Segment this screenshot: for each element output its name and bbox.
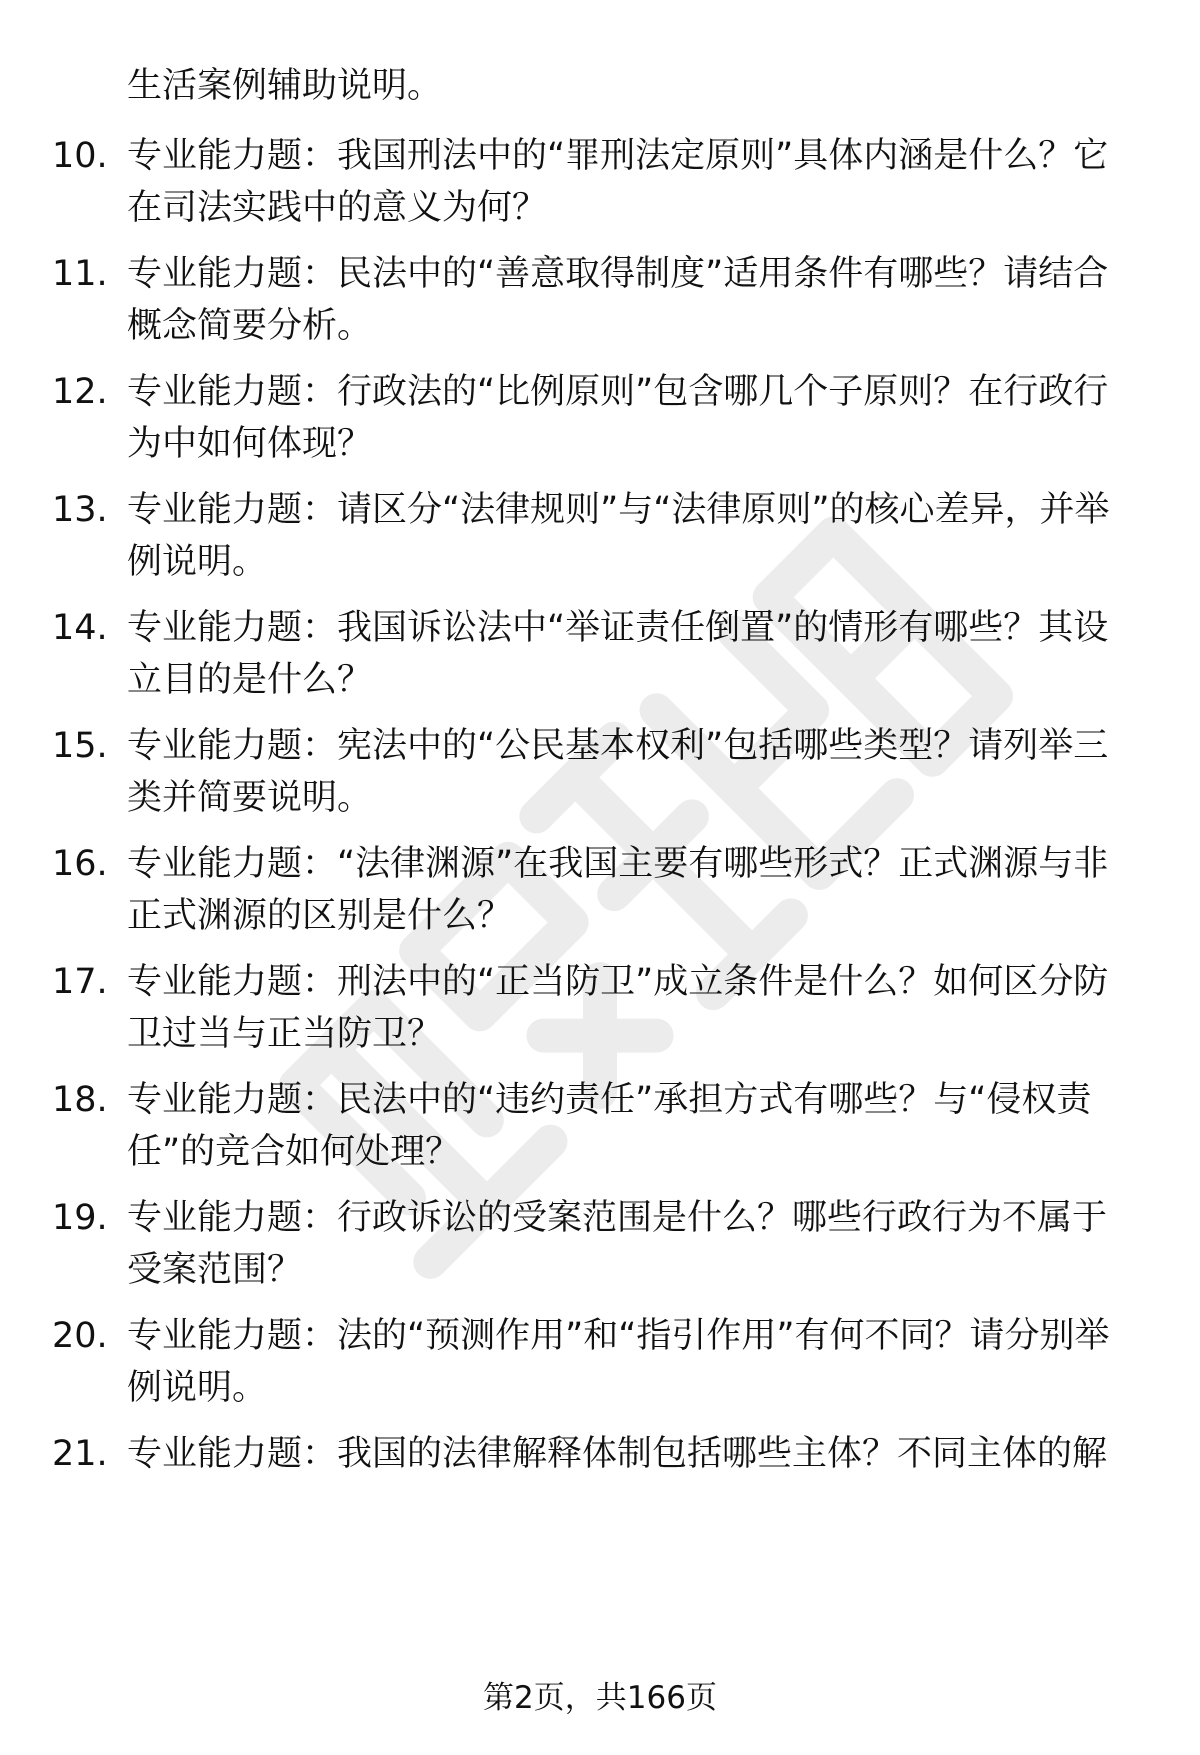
list-item [0, 484, 1200, 594]
question-text: 专业能力题：民法中的“善意取得制度”适用条件有哪些？请结合概念简要分析。 [127, 254, 1109, 346]
list-item [0, 366, 1200, 476]
question-text: 专业能力题：法的“预测作用”和“指引作用”有何不同？请分别举例说明。 [127, 1316, 1110, 1408]
question-text: 专业能力题：刑法中的“正当防卫”成立条件是什么？如何区分防卫过当与正当防卫？ [127, 962, 1109, 1054]
list-item [0, 956, 1200, 1066]
question-number: 12. [52, 372, 108, 412]
question-number: 15. [52, 726, 108, 766]
question-number: 17. [52, 962, 108, 1002]
list-item [0, 602, 1200, 712]
list-item [0, 1428, 1200, 1488]
question-number: 19. [52, 1198, 108, 1238]
question-number: 13. [52, 490, 108, 530]
question-text: 专业能力题：请区分“法律规则”与“法律原则”的核心差异，并举例说明。 [127, 490, 1110, 582]
question-number: 11. [52, 254, 108, 294]
question-number: 10. [52, 136, 108, 176]
continuation-text: 生活案例辅助说明。 [127, 66, 443, 106]
question-text: 专业能力题：民法中的“违约责任”承担方式有哪些？与“侵权责任”的竞合如何处理？ [127, 1080, 1092, 1172]
page-footer: 第2页，共166页 [483, 1680, 717, 1716]
question-number: 18. [52, 1080, 108, 1120]
question-number: 14. [52, 608, 108, 648]
list-item [0, 130, 1200, 240]
list-item [0, 838, 1200, 948]
question-text: 专业能力题：我国刑法中的“罪刑法定原则”具体内涵是什么？它在司法实践中的意义为何？ [127, 136, 1109, 228]
question-text: 专业能力题：我国的法律解释体制包括哪些主体？不同主体的解 [127, 1434, 1108, 1474]
question-text: 专业能力题：我国诉讼法中“举证责任倒置”的情形有哪些？其设立目的是什么？ [127, 608, 1109, 700]
list-item [0, 1074, 1200, 1184]
question-number: 20. [52, 1316, 108, 1356]
list-item [0, 1192, 1200, 1302]
list-item [0, 720, 1200, 830]
question-number: 16. [52, 844, 108, 884]
question-text: 专业能力题：行政诉讼的受案范围是什么？哪些行政行为不属于受案范围？ [127, 1198, 1108, 1290]
question-number: 21. [52, 1434, 108, 1474]
question-text: 专业能力题：“法律渊源”在我国主要有哪些形式？正式渊源与非正式渊源的区别是什么？ [127, 844, 1109, 936]
list-item [0, 248, 1200, 358]
question-text: 专业能力题：宪法中的“公民基本权利”包括哪些类型？请列举三类并简要说明。 [127, 726, 1109, 818]
question-text: 专业能力题：行政法的“比例原则”包含哪几个子原则？在行政行为中如何体现？ [127, 372, 1109, 464]
list-item [0, 1310, 1200, 1420]
